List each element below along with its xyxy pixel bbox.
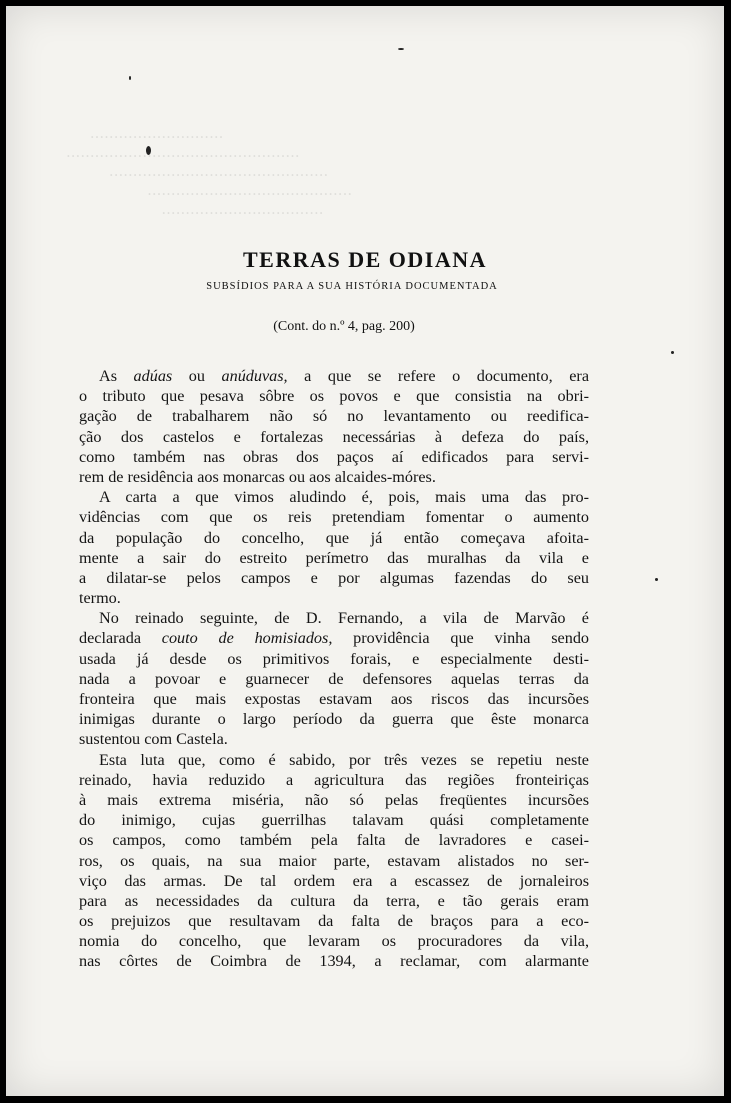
scan-speck (655, 578, 658, 581)
paragraph-3 (79, 608, 589, 749)
text-line: ros, os quais, na sua maior parte, estavam alistados no ser- (79, 851, 589, 870)
text-line: como também nas obras dos paços aí edificados para servi- (79, 447, 589, 466)
continuation-note: (Cont. do n.º 4, pag. 200) (273, 319, 415, 334)
text-line: nomia do concelho, que levaram os procuradores da vila, (79, 932, 589, 951)
text-line: o tributo que pesava sôbre os povos e que consistia na obri- (79, 387, 589, 406)
text-line: usada já desde os primitivos forais, e especialmente desti- (79, 649, 589, 668)
text-line: gação de trabalharem não só no levantamento ou reedifica- (79, 407, 589, 426)
page-title: TERRAS DE ODIANA (242, 246, 488, 272)
text-line: sustentou com Castela. (79, 730, 228, 749)
text-line: No reinado seguinte, de D. Fernando, a vila de Marvão é (99, 609, 589, 628)
text-line: os prejuizos que resultavam da falta de braços para a eco- (79, 912, 589, 931)
text-line: os campos, como também pela falta de lavradores e casei- (79, 831, 589, 850)
scan-speck (671, 351, 674, 354)
page-subtitle: SUBSÍDIOS PARA A SUA HISTÓRIA DOCUMENTADA (206, 281, 498, 292)
text-line: termo. (79, 589, 121, 608)
text-line: A carta a que vimos aludindo é, pois, mais uma das pro- (99, 488, 589, 507)
paragraph-1 (79, 366, 589, 487)
scan-speck (146, 146, 151, 155)
bleed-through-text: ............................ ................................................. .............................................. ........................................... .................................. (66, 124, 353, 218)
text-line: ção dos castelos e fortalezas necessárias à defeza do país, (79, 427, 589, 446)
text-line: do inimigo, cujas guerrilhas talavam quási completamente (79, 811, 589, 830)
text-line: Esta luta que, como é sabido, por três vezes se repetiu neste (99, 750, 589, 769)
text-line: da população do concelho, que já então começava afoita- (79, 528, 589, 547)
article-body (79, 366, 589, 972)
text-line: vidências com que os reis pretendiam fomentar o aumento (79, 508, 589, 527)
text-line: fronteira que mais expostas estavam aos riscos das incursões (79, 690, 589, 708)
text-line: viço das armas. De tal ordem era a escassez de jornaleiros (79, 871, 589, 890)
text-line: à mais extrema miséria, não só pelas freqüentes incursões (79, 790, 589, 809)
paragraph-4 (79, 750, 589, 972)
text-line: nas côrtes de Coimbra de 1394, a reclamar, com alarmante (79, 952, 589, 971)
text-line: As adúas ou anúduvas, a que se refere o documento, era (99, 367, 589, 385)
document-page (6, 6, 724, 1096)
text-line: declarada couto de homisiados, providência que vinha sendo (79, 629, 590, 648)
text-line: inimigas durante o largo período da guerra que êste monarca (79, 710, 589, 729)
text-line: nada a povoar e guarnecer de defensores aquelas terras da (79, 669, 589, 688)
scan-speck (398, 48, 404, 50)
text-line: reinado, havia reduzido a agricultura das regiões fronteiriças (79, 770, 589, 789)
paragraph-2 (79, 487, 589, 608)
scan-speck (129, 76, 131, 80)
text-line: para as necessidades da cultura da terra, e tão gerais eram (79, 891, 589, 910)
text-line: mente a sair do estreito perímetro das muralhas da vila e (79, 548, 589, 567)
text-line: a dilatar-se pelos campos e por algumas fazendas do seu (79, 568, 589, 587)
text-line: rem de residência aos monarcas ou aos alcaides-móres. (79, 467, 436, 486)
